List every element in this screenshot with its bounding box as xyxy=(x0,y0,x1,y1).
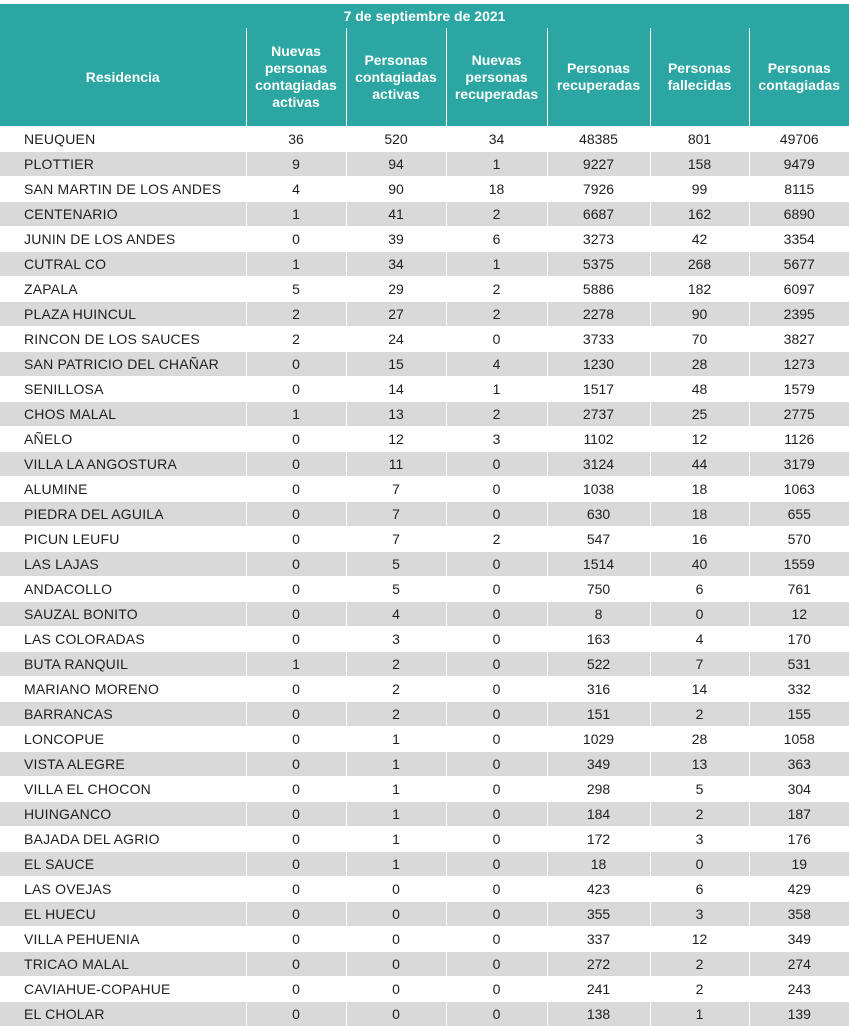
cell-contagiadas: 3354 xyxy=(749,227,849,252)
cell-contagiadas-activas: 1 xyxy=(346,827,446,852)
cell-nuevas-recuperadas: 34 xyxy=(446,127,547,152)
cell-contagiadas-activas: 3 xyxy=(346,627,446,652)
cell-residencia: CENTENARIO xyxy=(0,202,246,227)
cell-fallecidas: 2 xyxy=(650,952,749,977)
cell-nuevas-recuperadas: 1 xyxy=(446,152,547,177)
cell-contagiadas-activas: 0 xyxy=(346,927,446,952)
cell-nuevas-contagiadas-activas: 0 xyxy=(246,752,346,777)
cell-nuevas-contagiadas-activas: 0 xyxy=(246,352,346,377)
cell-fallecidas: 14 xyxy=(650,677,749,702)
table-row xyxy=(0,702,849,727)
table-row xyxy=(0,227,849,252)
cell-nuevas-contagiadas-activas: 0 xyxy=(246,377,346,402)
cell-nuevas-contagiadas-activas: 0 xyxy=(246,877,346,902)
cell-residencia: SAUZAL BONITO xyxy=(0,602,246,627)
cell-nuevas-recuperadas: 0 xyxy=(446,477,547,502)
cell-nuevas-recuperadas: 0 xyxy=(446,977,547,1002)
cell-contagiadas-activas: 0 xyxy=(346,1002,446,1026)
cell-nuevas-contagiadas-activas: 0 xyxy=(246,902,346,927)
cell-fallecidas: 12 xyxy=(650,427,749,452)
cell-nuevas-recuperadas: 0 xyxy=(446,952,547,977)
cell-contagiadas-activas: 5 xyxy=(346,577,446,602)
cell-contagiadas-activas: 90 xyxy=(346,177,446,202)
table-row xyxy=(0,202,849,227)
cell-recuperadas: 3733 xyxy=(547,327,650,352)
cell-nuevas-contagiadas-activas: 0 xyxy=(246,977,346,1002)
cell-nuevas-contagiadas-activas: 0 xyxy=(246,477,346,502)
cell-contagiadas-activas: 1 xyxy=(346,852,446,877)
cell-fallecidas: 801 xyxy=(650,127,749,152)
cell-nuevas-contagiadas-activas: 0 xyxy=(246,1002,346,1026)
cell-fallecidas: 0 xyxy=(650,852,749,877)
table-row xyxy=(0,127,849,152)
cell-nuevas-recuperadas: 0 xyxy=(446,702,547,727)
cell-nuevas-contagiadas-activas: 0 xyxy=(246,502,346,527)
cell-contagiadas: 531 xyxy=(749,652,849,677)
table-row xyxy=(0,452,849,477)
cell-nuevas-recuperadas: 1 xyxy=(446,377,547,402)
cell-nuevas-recuperadas: 0 xyxy=(446,452,547,477)
cell-nuevas-recuperadas: 0 xyxy=(446,627,547,652)
table-row xyxy=(0,977,849,1002)
cell-contagiadas: 8115 xyxy=(749,177,849,202)
cell-residencia: VISTA ALEGRE xyxy=(0,752,246,777)
cell-nuevas-contagiadas-activas: 2 xyxy=(246,302,346,327)
cell-fallecidas: 28 xyxy=(650,727,749,752)
table-row xyxy=(0,277,849,302)
table-row xyxy=(0,927,849,952)
table-row xyxy=(0,552,849,577)
cell-recuperadas: 750 xyxy=(547,577,650,602)
cell-residencia: PLAZA HUINCUL xyxy=(0,302,246,327)
cell-contagiadas: 176 xyxy=(749,827,849,852)
cell-nuevas-recuperadas: 0 xyxy=(446,677,547,702)
table-row xyxy=(0,852,849,877)
cell-nuevas-contagiadas-activas: 0 xyxy=(246,677,346,702)
cell-nuevas-contagiadas-activas: 0 xyxy=(246,427,346,452)
cell-fallecidas: 42 xyxy=(650,227,749,252)
cell-nuevas-recuperadas: 0 xyxy=(446,727,547,752)
cell-nuevas-recuperadas: 2 xyxy=(446,302,547,327)
table-row xyxy=(0,427,849,452)
cell-nuevas-recuperadas: 1 xyxy=(446,252,547,277)
cell-contagiadas-activas: 94 xyxy=(346,152,446,177)
cell-contagiadas-activas: 0 xyxy=(346,877,446,902)
cell-residencia: PLOTTIER xyxy=(0,152,246,177)
cell-recuperadas: 1517 xyxy=(547,377,650,402)
cell-recuperadas: 18 xyxy=(547,852,650,877)
cell-fallecidas: 2 xyxy=(650,702,749,727)
header-residencia: Residencia xyxy=(0,28,246,127)
cell-contagiadas: 332 xyxy=(749,677,849,702)
cell-fallecidas: 3 xyxy=(650,902,749,927)
cell-nuevas-contagiadas-activas: 1 xyxy=(246,652,346,677)
cell-nuevas-contagiadas-activas: 0 xyxy=(246,227,346,252)
cell-nuevas-recuperadas: 0 xyxy=(446,652,547,677)
cell-contagiadas-activas: 7 xyxy=(346,527,446,552)
cell-contagiadas: 1058 xyxy=(749,727,849,752)
cell-fallecidas: 18 xyxy=(650,477,749,502)
cell-recuperadas: 5886 xyxy=(547,277,650,302)
cell-contagiadas: 3827 xyxy=(749,327,849,352)
residence-table xyxy=(0,28,849,1026)
cell-residencia: ZAPALA xyxy=(0,277,246,302)
table-row xyxy=(0,777,849,802)
cell-residencia: PIEDRA DEL AGUILA xyxy=(0,502,246,527)
cell-nuevas-contagiadas-activas: 0 xyxy=(246,802,346,827)
cell-nuevas-contagiadas-activas: 2 xyxy=(246,327,346,352)
cell-contagiadas-activas: 39 xyxy=(346,227,446,252)
cell-contagiadas-activas: 41 xyxy=(346,202,446,227)
cell-fallecidas: 25 xyxy=(650,402,749,427)
table-row xyxy=(0,827,849,852)
cell-residencia: EL HUECU xyxy=(0,902,246,927)
cell-contagiadas-activas: 0 xyxy=(346,952,446,977)
cell-nuevas-recuperadas: 2 xyxy=(446,527,547,552)
cell-recuperadas: 48385 xyxy=(547,127,650,152)
cell-nuevas-contagiadas-activas: 0 xyxy=(246,552,346,577)
cell-contagiadas: 49706 xyxy=(749,127,849,152)
cell-fallecidas: 40 xyxy=(650,552,749,577)
cell-fallecidas: 18 xyxy=(650,502,749,527)
cell-nuevas-contagiadas-activas: 0 xyxy=(246,577,346,602)
cell-recuperadas: 241 xyxy=(547,977,650,1002)
cell-contagiadas-activas: 7 xyxy=(346,477,446,502)
cell-contagiadas: 3179 xyxy=(749,452,849,477)
cell-fallecidas: 3 xyxy=(650,827,749,852)
header-nuevas-contagiadas-activas: Nuevas personas contagiadas activas xyxy=(246,28,346,127)
cell-nuevas-recuperadas: 2 xyxy=(446,277,547,302)
cell-recuperadas: 3124 xyxy=(547,452,650,477)
cell-contagiadas-activas: 520 xyxy=(346,127,446,152)
cell-nuevas-recuperadas: 0 xyxy=(446,802,547,827)
table-row xyxy=(0,402,849,427)
cell-contagiadas: 304 xyxy=(749,777,849,802)
cell-contagiadas-activas: 4 xyxy=(346,602,446,627)
cell-residencia: RINCON DE LOS SAUCES xyxy=(0,327,246,352)
header-nuevas-recuperadas: Nuevas personas recuperadas xyxy=(446,28,547,127)
cell-residencia: JUNIN DE LOS ANDES xyxy=(0,227,246,252)
cell-nuevas-contagiadas-activas: 5 xyxy=(246,277,346,302)
table-row xyxy=(0,677,849,702)
table-row xyxy=(0,177,849,202)
cell-residencia: ANDACOLLO xyxy=(0,577,246,602)
cell-contagiadas-activas: 34 xyxy=(346,252,446,277)
cell-recuperadas: 2737 xyxy=(547,402,650,427)
table-row xyxy=(0,152,849,177)
table-row xyxy=(0,752,849,777)
cell-residencia: LAS LAJAS xyxy=(0,552,246,577)
cell-nuevas-contagiadas-activas: 0 xyxy=(246,627,346,652)
header-fallecidas: Personas fallecidas xyxy=(650,28,749,127)
table-row xyxy=(0,652,849,677)
cell-nuevas-contagiadas-activas: 0 xyxy=(246,827,346,852)
table-row xyxy=(0,527,849,552)
cell-residencia: PICUN LEUFU xyxy=(0,527,246,552)
cell-fallecidas: 1 xyxy=(650,1002,749,1026)
cell-contagiadas: 274 xyxy=(749,952,849,977)
cell-residencia: VILLA LA ANGOSTURA xyxy=(0,452,246,477)
table-row xyxy=(0,577,849,602)
header-contagiadas: Personas contagiadas xyxy=(749,28,849,127)
cell-recuperadas: 630 xyxy=(547,502,650,527)
cell-contagiadas-activas: 2 xyxy=(346,677,446,702)
cell-nuevas-recuperadas: 0 xyxy=(446,827,547,852)
cell-contagiadas: 12 xyxy=(749,602,849,627)
cell-fallecidas: 7 xyxy=(650,652,749,677)
cell-residencia: EL SAUCE xyxy=(0,852,246,877)
cell-contagiadas-activas: 2 xyxy=(346,652,446,677)
cell-recuperadas: 522 xyxy=(547,652,650,677)
cell-fallecidas: 4 xyxy=(650,627,749,652)
table-row xyxy=(0,952,849,977)
cell-nuevas-recuperadas: 6 xyxy=(446,227,547,252)
cell-nuevas-recuperadas: 0 xyxy=(446,327,547,352)
cell-contagiadas-activas: 24 xyxy=(346,327,446,352)
cell-fallecidas: 16 xyxy=(650,527,749,552)
cell-nuevas-contagiadas-activas: 0 xyxy=(246,777,346,802)
table-row xyxy=(0,377,849,402)
cell-residencia: LAS OVEJAS xyxy=(0,877,246,902)
cell-fallecidas: 48 xyxy=(650,377,749,402)
cell-contagiadas: 358 xyxy=(749,902,849,927)
cell-contagiadas: 1063 xyxy=(749,477,849,502)
table-header-row xyxy=(0,28,849,127)
cell-recuperadas: 272 xyxy=(547,952,650,977)
cell-nuevas-recuperadas: 0 xyxy=(446,902,547,927)
cell-fallecidas: 6 xyxy=(650,877,749,902)
cell-contagiadas-activas: 1 xyxy=(346,777,446,802)
cell-residencia: AÑELO xyxy=(0,427,246,452)
cell-fallecidas: 44 xyxy=(650,452,749,477)
cell-recuperadas: 1514 xyxy=(547,552,650,577)
cell-contagiadas: 1126 xyxy=(749,427,849,452)
cell-contagiadas: 349 xyxy=(749,927,849,952)
cell-contagiadas-activas: 27 xyxy=(346,302,446,327)
cell-fallecidas: 2 xyxy=(650,977,749,1002)
cell-recuperadas: 316 xyxy=(547,677,650,702)
cell-fallecidas: 28 xyxy=(650,352,749,377)
cell-residencia: BUTA RANQUIL xyxy=(0,652,246,677)
cell-nuevas-recuperadas: 0 xyxy=(446,552,547,577)
cell-contagiadas-activas: 1 xyxy=(346,802,446,827)
cell-recuperadas: 184 xyxy=(547,802,650,827)
cell-contagiadas: 429 xyxy=(749,877,849,902)
cell-contagiadas: 187 xyxy=(749,802,849,827)
cell-contagiadas: 363 xyxy=(749,752,849,777)
cell-recuperadas: 1102 xyxy=(547,427,650,452)
cell-residencia: VILLA EL CHOCON xyxy=(0,777,246,802)
cell-recuperadas: 349 xyxy=(547,752,650,777)
cell-residencia: LAS COLORADAS xyxy=(0,627,246,652)
cell-contagiadas-activas: 0 xyxy=(346,902,446,927)
cell-contagiadas: 1559 xyxy=(749,552,849,577)
cell-contagiadas: 6890 xyxy=(749,202,849,227)
cell-recuperadas: 298 xyxy=(547,777,650,802)
cell-recuperadas: 138 xyxy=(547,1002,650,1026)
cell-recuperadas: 172 xyxy=(547,827,650,852)
cell-contagiadas-activas: 14 xyxy=(346,377,446,402)
cell-contagiadas: 1273 xyxy=(749,352,849,377)
cell-contagiadas: 139 xyxy=(749,1002,849,1026)
cell-contagiadas-activas: 29 xyxy=(346,277,446,302)
cell-recuperadas: 3273 xyxy=(547,227,650,252)
cell-contagiadas-activas: 7 xyxy=(346,502,446,527)
cell-nuevas-recuperadas: 0 xyxy=(446,852,547,877)
cell-recuperadas: 2278 xyxy=(547,302,650,327)
cell-nuevas-recuperadas: 0 xyxy=(446,752,547,777)
cell-nuevas-contagiadas-activas: 1 xyxy=(246,402,346,427)
cell-residencia: NEUQUEN xyxy=(0,127,246,152)
cell-contagiadas-activas: 15 xyxy=(346,352,446,377)
cell-nuevas-contagiadas-activas: 1 xyxy=(246,252,346,277)
cell-recuperadas: 5375 xyxy=(547,252,650,277)
cell-residencia: SENILLOSA xyxy=(0,377,246,402)
cell-nuevas-contagiadas-activas: 0 xyxy=(246,452,346,477)
cell-contagiadas-activas: 13 xyxy=(346,402,446,427)
report-date-title: 7 de septiembre de 2021 xyxy=(0,4,849,29)
cell-nuevas-contagiadas-activas: 0 xyxy=(246,927,346,952)
cell-nuevas-contagiadas-activas: 0 xyxy=(246,852,346,877)
cell-fallecidas: 70 xyxy=(650,327,749,352)
cell-fallecidas: 12 xyxy=(650,927,749,952)
cell-contagiadas-activas: 11 xyxy=(346,452,446,477)
cell-residencia: CHOS MALAL xyxy=(0,402,246,427)
cell-recuperadas: 1038 xyxy=(547,477,650,502)
cell-contagiadas-activas: 0 xyxy=(346,977,446,1002)
cell-recuperadas: 423 xyxy=(547,877,650,902)
cell-recuperadas: 355 xyxy=(547,902,650,927)
cell-fallecidas: 99 xyxy=(650,177,749,202)
cell-contagiadas: 170 xyxy=(749,627,849,652)
cell-residencia: BARRANCAS xyxy=(0,702,246,727)
cell-contagiadas-activas: 12 xyxy=(346,427,446,452)
cell-contagiadas: 570 xyxy=(749,527,849,552)
cell-recuperadas: 1029 xyxy=(547,727,650,752)
cell-nuevas-recuperadas: 0 xyxy=(446,602,547,627)
cell-contagiadas-activas: 2 xyxy=(346,702,446,727)
cell-fallecidas: 158 xyxy=(650,152,749,177)
cell-residencia: CAVIAHUE-COPAHUE xyxy=(0,977,246,1002)
cell-contagiadas: 761 xyxy=(749,577,849,602)
cell-nuevas-contagiadas-activas: 9 xyxy=(246,152,346,177)
cell-residencia: SAN MARTIN DE LOS ANDES xyxy=(0,177,246,202)
table-row xyxy=(0,727,849,752)
cell-nuevas-contagiadas-activas: 36 xyxy=(246,127,346,152)
cell-nuevas-recuperadas: 2 xyxy=(446,202,547,227)
cell-fallecidas: 6 xyxy=(650,577,749,602)
cell-residencia: CUTRAL CO xyxy=(0,252,246,277)
cell-contagiadas: 1579 xyxy=(749,377,849,402)
cell-nuevas-contagiadas-activas: 0 xyxy=(246,602,346,627)
header-contagiadas-activas: Personas contagiadas activas xyxy=(346,28,446,127)
cell-recuperadas: 6687 xyxy=(547,202,650,227)
cell-nuevas-contagiadas-activas: 0 xyxy=(246,727,346,752)
cell-fallecidas: 13 xyxy=(650,752,749,777)
table-row xyxy=(0,252,849,277)
cell-nuevas-recuperadas: 18 xyxy=(446,177,547,202)
cell-nuevas-recuperadas: 0 xyxy=(446,877,547,902)
table-row xyxy=(0,877,849,902)
cell-nuevas-contagiadas-activas: 0 xyxy=(246,952,346,977)
cell-residencia: MARIANO MORENO xyxy=(0,677,246,702)
cell-recuperadas: 7926 xyxy=(547,177,650,202)
cell-recuperadas: 8 xyxy=(547,602,650,627)
cell-recuperadas: 9227 xyxy=(547,152,650,177)
cell-fallecidas: 90 xyxy=(650,302,749,327)
cell-contagiadas: 155 xyxy=(749,702,849,727)
cell-contagiadas-activas: 5 xyxy=(346,552,446,577)
cell-nuevas-recuperadas: 0 xyxy=(446,577,547,602)
table-row xyxy=(0,302,849,327)
table-row xyxy=(0,1002,849,1026)
cell-contagiadas: 2775 xyxy=(749,402,849,427)
cell-recuperadas: 151 xyxy=(547,702,650,727)
cell-residencia: EL CHOLAR xyxy=(0,1002,246,1026)
cell-fallecidas: 162 xyxy=(650,202,749,227)
cell-contagiadas: 243 xyxy=(749,977,849,1002)
cell-nuevas-contagiadas-activas: 1 xyxy=(246,202,346,227)
cell-fallecidas: 5 xyxy=(650,777,749,802)
cell-residencia: TRICAO MALAL xyxy=(0,952,246,977)
table-row xyxy=(0,352,849,377)
cell-residencia: BAJADA DEL AGRIO xyxy=(0,827,246,852)
cell-fallecidas: 182 xyxy=(650,277,749,302)
cell-recuperadas: 337 xyxy=(547,927,650,952)
cell-contagiadas: 655 xyxy=(749,502,849,527)
table-row xyxy=(0,327,849,352)
cell-contagiadas: 5677 xyxy=(749,252,849,277)
cell-nuevas-recuperadas: 2 xyxy=(446,402,547,427)
cell-residencia: ALUMINE xyxy=(0,477,246,502)
cell-contagiadas-activas: 1 xyxy=(346,727,446,752)
cell-fallecidas: 2 xyxy=(650,802,749,827)
table-row xyxy=(0,627,849,652)
table-row xyxy=(0,502,849,527)
cell-residencia: LONCOPUE xyxy=(0,727,246,752)
cell-residencia: SAN PATRICIO DEL CHAÑAR xyxy=(0,352,246,377)
cell-fallecidas: 268 xyxy=(650,252,749,277)
cell-nuevas-contagiadas-activas: 4 xyxy=(246,177,346,202)
cell-contagiadas: 9479 xyxy=(749,152,849,177)
cell-nuevas-recuperadas: 0 xyxy=(446,1002,547,1026)
cell-nuevas-contagiadas-activas: 0 xyxy=(246,527,346,552)
cell-recuperadas: 1230 xyxy=(547,352,650,377)
cell-contagiadas: 2395 xyxy=(749,302,849,327)
cell-contagiadas: 19 xyxy=(749,852,849,877)
cell-residencia: VILLA PEHUENIA xyxy=(0,927,246,952)
header-recuperadas: Personas recuperadas xyxy=(547,28,650,127)
cell-nuevas-recuperadas: 4 xyxy=(446,352,547,377)
cell-recuperadas: 547 xyxy=(547,527,650,552)
cell-nuevas-recuperadas: 0 xyxy=(446,502,547,527)
table-row xyxy=(0,902,849,927)
cell-nuevas-recuperadas: 3 xyxy=(446,427,547,452)
table-row xyxy=(0,802,849,827)
cell-nuevas-recuperadas: 0 xyxy=(446,777,547,802)
cell-residencia: HUINGANCO xyxy=(0,802,246,827)
table-row xyxy=(0,477,849,502)
cell-fallecidas: 0 xyxy=(650,602,749,627)
cell-contagiadas-activas: 1 xyxy=(346,752,446,777)
cell-nuevas-recuperadas: 0 xyxy=(446,927,547,952)
cell-recuperadas: 163 xyxy=(547,627,650,652)
cell-nuevas-contagiadas-activas: 0 xyxy=(246,702,346,727)
cell-contagiadas: 6097 xyxy=(749,277,849,302)
table-row xyxy=(0,602,849,627)
